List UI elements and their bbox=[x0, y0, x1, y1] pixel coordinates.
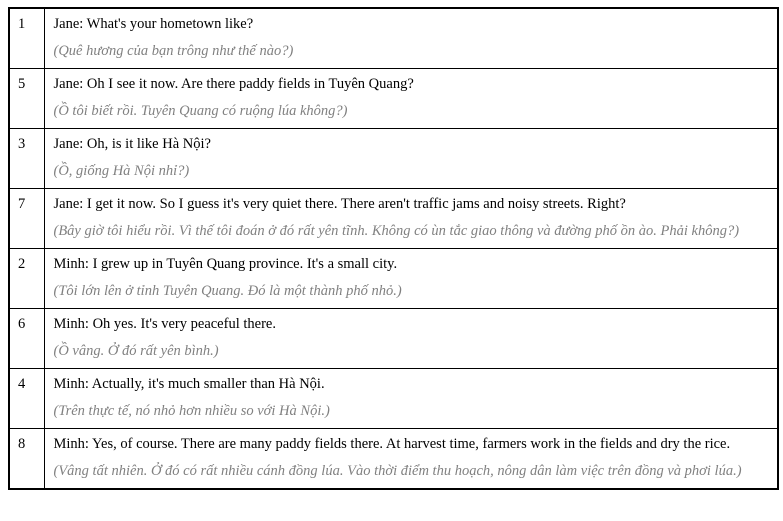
vietnamese-line: (Bây giờ tôi hiểu rồi. Vì thế tôi đoán ở đó rất yên tĩnh. Không có ùn tắc giao thông và đường phố ồn ào. Phải không?) bbox=[53, 223, 740, 239]
dialogue-cell bbox=[44, 69, 778, 129]
english-line: Jane: Oh, is it like Hà Nội? bbox=[53, 136, 211, 152]
english-line: Jane: Oh I see it now. Are there paddy fields in Tuyên Quang? bbox=[53, 76, 414, 92]
vietnamese-line: (Vâng tất nhiên. Ở đó có rất nhiều cánh đồng lúa. Vào thời điểm thu hoạch, nông dân làm việc trên đồng và phơi lúa.) bbox=[53, 463, 742, 479]
dialogue-cell bbox=[44, 129, 778, 189]
vietnamese-line: (Ồ, giống Hà Nội nhỉ?) bbox=[53, 163, 190, 179]
row-number: 7 bbox=[9, 189, 44, 249]
row-number: 3 bbox=[9, 129, 44, 189]
english-line: Jane: I get it now. So I guess it's very quiet there. There aren't traffic jams and noisy streets. Right? bbox=[53, 196, 626, 212]
dialogue-table bbox=[8, 7, 779, 490]
table-row bbox=[9, 189, 778, 249]
table-row bbox=[9, 249, 778, 309]
row-number: 4 bbox=[9, 369, 44, 429]
dialogue-cell bbox=[44, 189, 778, 249]
dialogue-cell bbox=[44, 429, 778, 490]
row-number: 8 bbox=[9, 429, 44, 490]
table-row bbox=[9, 429, 778, 490]
table-row bbox=[9, 69, 778, 129]
table-row bbox=[9, 369, 778, 429]
english-line: Minh: Actually, it's much smaller than Hà Nội. bbox=[53, 376, 325, 392]
dialogue-cell bbox=[44, 309, 778, 369]
english-line: Minh: I grew up in Tuyên Quang province. It's a small city. bbox=[53, 256, 398, 272]
vietnamese-line: (Ồ vâng. Ở đó rất yên bình.) bbox=[53, 343, 219, 359]
dialogue-cell bbox=[44, 369, 778, 429]
row-number: 2 bbox=[9, 249, 44, 309]
row-number: 6 bbox=[9, 309, 44, 369]
english-line: Minh: Oh yes. It's very peaceful there. bbox=[53, 316, 276, 332]
table-row bbox=[9, 8, 778, 69]
dialogue-cell bbox=[44, 249, 778, 309]
vietnamese-line: (Quê hương của bạn trông như thế nào?) bbox=[53, 43, 294, 59]
vietnamese-line: (Ồ tôi biết rồi. Tuyên Quang có ruộng lúa không?) bbox=[53, 103, 348, 119]
table-row bbox=[9, 309, 778, 369]
table-row bbox=[9, 129, 778, 189]
row-number: 1 bbox=[9, 8, 44, 69]
dialogue-cell bbox=[44, 8, 778, 69]
row-number: 5 bbox=[9, 69, 44, 129]
english-line: Jane: What's your hometown like? bbox=[53, 16, 254, 32]
vietnamese-line: (Tôi lớn lên ở tỉnh Tuyên Quang. Đó là một thành phố nhỏ.) bbox=[53, 283, 402, 299]
vietnamese-line: (Trên thực tế, nó nhỏ hơn nhiều so với Hà Nội.) bbox=[53, 403, 330, 419]
english-line: Minh: Yes, of course. There are many paddy fields there. At harvest time, farmers work in the fields and dry the rice. bbox=[53, 436, 731, 452]
